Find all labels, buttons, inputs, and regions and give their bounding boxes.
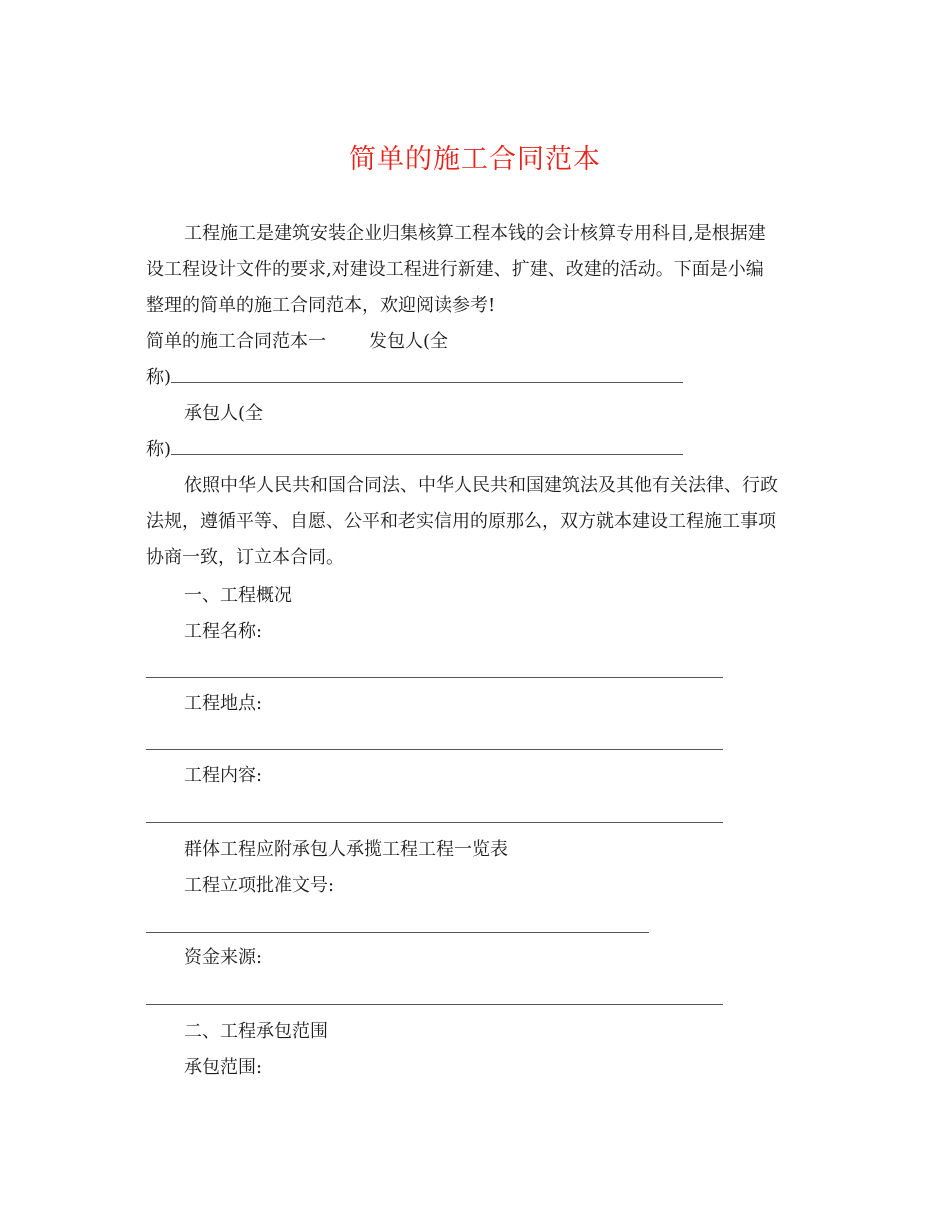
section2-heading: 二、工程承包范围 <box>184 1021 328 1042</box>
employer-label: 发包人(全 <box>369 331 449 352</box>
intro-line-2: 设工程设计文件的要求,对建设工程进行新建、扩建、改建的活动。下面是小编 <box>146 259 764 280</box>
approval-number-label: 工程立项批准文号: <box>184 875 335 896</box>
employer-name-field[interactable] <box>171 360 683 383</box>
project-content-field[interactable] <box>146 822 723 823</box>
project-content-label: 工程内容: <box>184 765 263 786</box>
project-location-field[interactable] <box>146 749 723 750</box>
project-location-label: 工程地点: <box>184 693 263 714</box>
fund-source-label: 资金来源: <box>184 947 263 968</box>
employer-name-row <box>146 360 683 396</box>
basis-line-3: 协商一致，订立本合同。 <box>146 547 344 568</box>
intro-line-3: 整理的简单的施工合同范本，欢迎阅读参考! <box>146 295 496 316</box>
section1-heading: 一、工程概况 <box>184 585 292 606</box>
intro-line-1: 工程施工是建筑安装企业归集核算工程本钱的会计核算专用科目,是根据建 <box>184 223 766 244</box>
sample-heading: 简单的施工合同范本一 <box>146 331 326 352</box>
approval-number-field[interactable] <box>146 932 649 933</box>
employer-label-end: 称) <box>146 367 172 388</box>
basis-line-2: 法规，遵循平等、自愿、公平和老实信用的原那么，双方就本建设工程施工事项 <box>146 511 776 532</box>
contractor-name-field[interactable] <box>171 432 683 455</box>
contractor-label: 承包人(全 <box>184 403 264 424</box>
group-project-note: 群体工程应附承包人承揽工程工程一览表 <box>184 839 508 860</box>
project-name-field[interactable] <box>146 677 723 678</box>
contractor-name-row <box>146 432 683 468</box>
basis-line-1: 依照中华人民共和国合同法、中华人民共和国建筑法及其他有关法律、行政 <box>184 475 778 496</box>
scope-label: 承包范围: <box>184 1057 263 1078</box>
project-name-label: 工程名称: <box>184 621 263 642</box>
fund-source-field[interactable] <box>146 1004 723 1005</box>
contractor-label-end: 称) <box>146 439 172 460</box>
page-title: 简单的施工合同范本 <box>349 144 601 175</box>
